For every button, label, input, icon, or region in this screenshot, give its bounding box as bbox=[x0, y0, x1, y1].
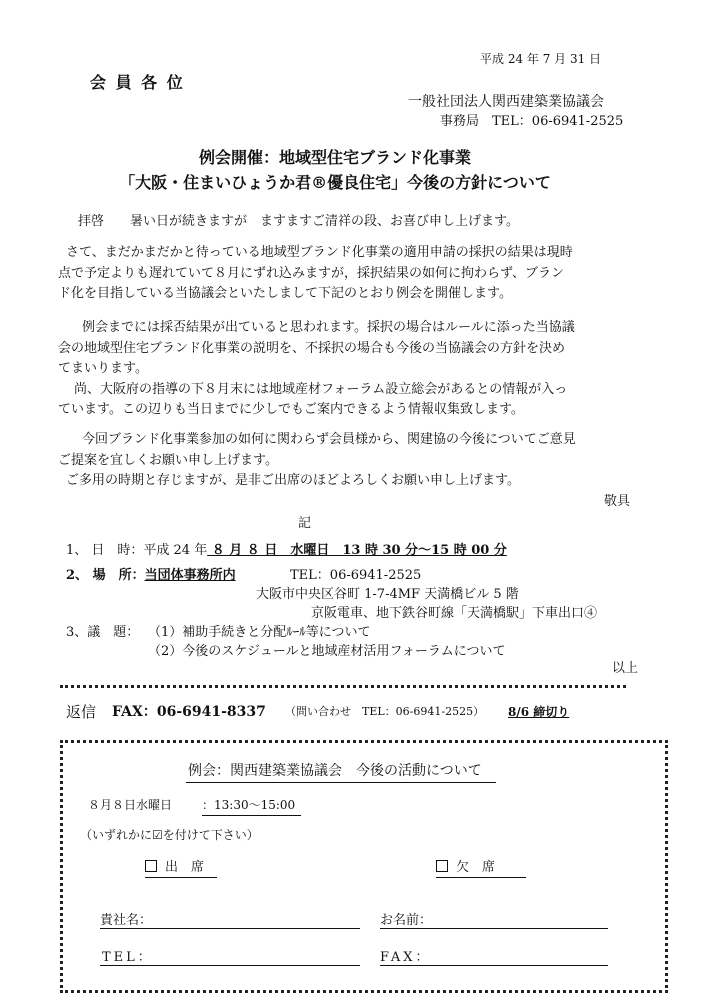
reply-inquiry: （問い合わせ TEL：06-6941-2525） bbox=[285, 705, 485, 718]
attend-label: 出 席 bbox=[165, 860, 205, 875]
absent-checkbox[interactable] bbox=[436, 860, 448, 872]
paragraph-line: 今回ブランド化事業参加の如何に関わらず会員様から、関建協の今後についてご意見 bbox=[82, 432, 576, 447]
page-title: 例会開催：地域型住宅ブランド化事業 bbox=[198, 148, 471, 167]
paragraph-line: さて、まだかまだかと待っている地域型ブランド化事業の適用申請の採択の結果は現時 bbox=[66, 245, 573, 260]
form-instruction: （いずれかに☑を付けて下さい） bbox=[80, 828, 259, 842]
ijou-marker: 以上 bbox=[612, 661, 639, 676]
ki-marker: 記 bbox=[298, 516, 312, 531]
name-field[interactable] bbox=[380, 928, 608, 929]
paragraph-line: 会の地域型住宅ブランド化事業の説明を、不採択の場合も今後の当協議会の方針を決め bbox=[58, 340, 566, 356]
document-date: 平成 24 年 7 月 31 日 bbox=[480, 52, 602, 66]
absent-label: 欠 席 bbox=[456, 860, 496, 875]
organization-name: 一般社団法人関西建築業協議会 bbox=[408, 94, 604, 110]
paragraph-line: ド化を目指している当協議会といたしまして下記のとおり例会を開催します。 bbox=[58, 286, 512, 301]
paragraph-line: ご多用の時期と存じますが、是非ご出席のほどよろしくお願い申し上げます。 bbox=[66, 473, 520, 488]
paragraph-1 bbox=[58, 243, 658, 305]
paragraph-2 bbox=[58, 318, 658, 421]
page-subtitle: 「大阪・住まいひょうか君®優良住宅」今後の方針について bbox=[119, 173, 551, 192]
paragraph-line: 尚、大阪府の指導の下８月末には地域産材フォーラム設立総会があるとの情報が入っ bbox=[74, 381, 568, 397]
recipient: 会 員 各 位 bbox=[90, 73, 185, 92]
company-field[interactable] bbox=[100, 928, 360, 929]
greeting: 拝啓 暑い日が続きますが ますますご清祥の段、お喜び申し上げます。 bbox=[78, 214, 519, 229]
attend-checkbox[interactable] bbox=[145, 860, 157, 872]
detail-agenda-item-1: （1）補助手続きと分配ﾙｰﾙ等について bbox=[148, 625, 371, 640]
fax-label: FAX： bbox=[380, 950, 432, 965]
detail-access: 京阪電車、地下鉄谷町線「天満橋駅」下車出口④ bbox=[311, 606, 598, 621]
form-date-label: ８月８日水曜日 bbox=[88, 798, 173, 812]
detail-date-label: 1、 日 時： bbox=[66, 543, 144, 558]
detail-place-row bbox=[66, 564, 236, 583]
detail-address: 大阪市中央区谷町 1-7-4MF 天満橋ビル 5 階 bbox=[256, 587, 519, 602]
absent-option[interactable] bbox=[436, 856, 526, 878]
form-time: ：13:30～15:00 bbox=[202, 796, 301, 816]
office-contact: 事務局 TEL：06-6941-2525 bbox=[440, 114, 624, 129]
paragraph-3 bbox=[58, 430, 658, 492]
fax-field[interactable] bbox=[380, 965, 608, 966]
detail-date-row bbox=[66, 539, 507, 558]
form-heading: 例会：関西建築業協議会 今後の活動について bbox=[186, 760, 496, 783]
closing-keigu: 敬具 bbox=[604, 494, 631, 509]
detail-place-tel: TEL：06-6941-2525 bbox=[290, 568, 422, 583]
reply-label: 返信 bbox=[66, 703, 97, 721]
detail-date-prefix: 平成 24 年 bbox=[143, 543, 208, 558]
paragraph-line: 点で予定よりも遅れていて８月にずれ込みますが，採択結果の如何に拘わらず、ブラン bbox=[58, 265, 564, 281]
paragraph-line: てまいります。 bbox=[58, 361, 148, 376]
attend-option[interactable] bbox=[145, 856, 217, 878]
name-label: お名前： bbox=[380, 913, 433, 928]
company-label: 貴社名： bbox=[100, 913, 153, 928]
detail-place-value: 当団体事務所内 bbox=[144, 568, 236, 583]
paragraph-line: ています。この辺りも当日までに少しでもご案内できるよう情報収集致します。 bbox=[58, 402, 524, 417]
dotted-separator bbox=[60, 685, 626, 688]
detail-date-value: ８ 月 ８ 日 水曜日 13 時 30 分～15 時 00 分 bbox=[207, 543, 507, 558]
reply-deadline: 8/6 締切り bbox=[508, 705, 570, 719]
paragraph-line: 例会までには採否結果が出ていると思われます。採択の場合はルールに添った当協議 bbox=[82, 320, 575, 335]
detail-agenda-item-2: （2）今後のスケジュールと地域産材活用フォーラムについて bbox=[148, 644, 506, 659]
tel-label: TEL： bbox=[102, 950, 154, 965]
reply-fax: FAX：06-6941-8337 bbox=[112, 704, 266, 720]
tel-field[interactable] bbox=[100, 965, 360, 966]
detail-place-label: 2、 場 所： bbox=[66, 568, 145, 583]
detail-agenda-label: 3、議 題： bbox=[66, 625, 140, 640]
paragraph-line: ご提案を宜しくお願い申し上げます。 bbox=[58, 452, 278, 468]
